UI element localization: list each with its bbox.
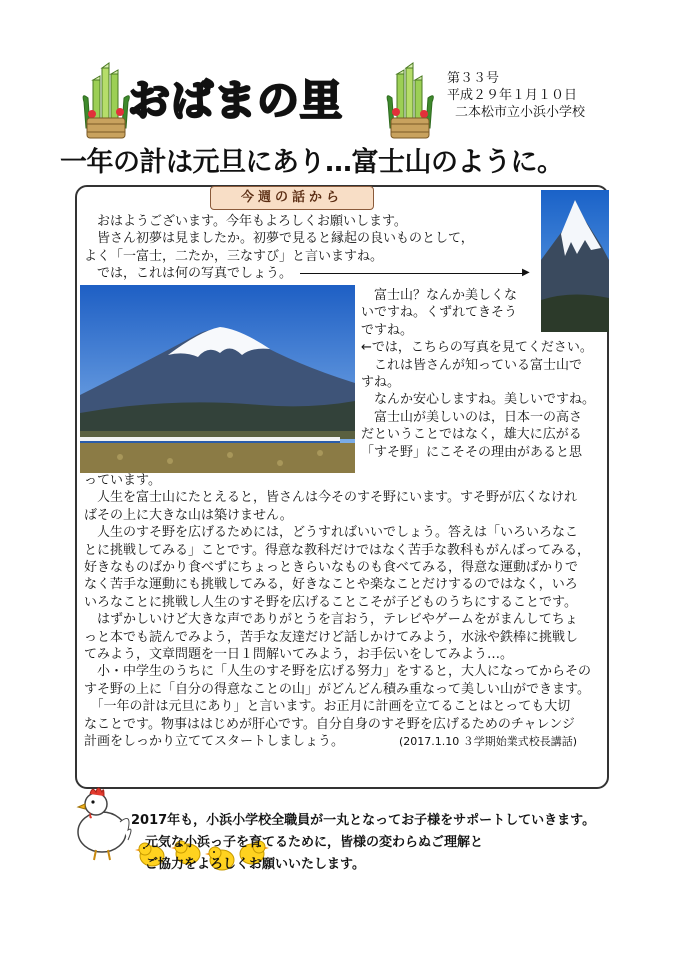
footer-message [131, 810, 595, 876]
arrow-line [300, 273, 525, 274]
kadomatsu-right-icon [382, 62, 438, 140]
text-line: はずかしいけど大きな声でありがとうを言おう，テレビやゲームをがまんしてちょ [84, 612, 578, 628]
rooster-icon [66, 782, 136, 862]
body-text [84, 472, 591, 751]
text-line: なんか安心しますね。美しいですね。 [361, 392, 596, 408]
kadomatsu-left-icon [78, 62, 134, 140]
text-line: とに挑戦してみる」ことです。得意な教科だけではなく苦手な教科もがんばってみる， [84, 542, 590, 558]
text-line: 富士山？なんか美しくな [361, 288, 518, 303]
slogan-headline: 一年の計は元旦にあり…富士山のように。 [60, 147, 564, 178]
right-column-text [361, 287, 595, 461]
text-line: 皆さん初夢は見ましたか。初夢で見ると縁起の良いものとして， [84, 231, 474, 247]
text-line: ←では，こちらの写真を見てください。 [361, 340, 593, 356]
footer-line: ご協力をよろしくお願いいたします。 [145, 857, 365, 872]
text-line: てみよう，文章問題を一日１問解いてみよう，お手伝いをしてみよう…。 [84, 647, 514, 663]
footer-line: 2017年も，小浜小学校全職員が一丸となってお子様をサポートしていきます。 [131, 813, 596, 828]
text-line: 好きなものばかり食べずにちょっときらいなものも食べてみる，得意な運動ばかりで [84, 560, 579, 576]
text-line: 「すそ野」にこそその理由があると思 [361, 444, 583, 460]
arrow-right-icon: ▶ [522, 267, 530, 278]
issue-number: 第３３号 [447, 71, 500, 86]
text-line: おはようございます。今年もよろしくお願いします。 [84, 214, 407, 229]
text-line: 人生のすそ野を広げるためには，どうすればいいでしょう。答えは「いろいろなこ [84, 525, 579, 541]
text-line: 人生を富士山にたとえると，皆さんは今そのすそ野にいます。すそ野が広くなけれ [84, 490, 577, 506]
text-line: では，これは何の写真でしょう。 [84, 266, 293, 282]
source-note: (2017.1.10 ３学期始業式校長講話) [399, 735, 578, 749]
section-title: 今週の話から [210, 186, 374, 210]
text-line: ばその上に大きな山は築けません。 [84, 507, 293, 523]
issue-info [447, 70, 585, 121]
text-line: なことです。物事ははじめが肝心です。自分自身のすそ野を広げるためのチャレンジ [84, 716, 575, 732]
footer-line: 元気な小浜っ子を育てるために，皆様の変わらぬご理解と [145, 835, 484, 850]
text-line: よく「一富士，二たか，三なすび」と言いますね。 [84, 248, 384, 264]
text-line: だということではなく，雄大に広がる [361, 427, 582, 443]
fuji-photo-large [80, 285, 355, 473]
issue-date: 平成２９年１月１０日 [447, 88, 578, 103]
text-line: これは皆さんが知っている富士山で [361, 357, 583, 373]
text-line: 「一年の計は元旦にあり」と言います。お正月に計画を立てることはとっても大切 [84, 699, 571, 715]
text-line: なく苦手な運動にも挑戦してみる，好きなことや楽なことだけするのではなく，いろ [84, 577, 578, 593]
newsletter-masthead: おばまの里 [128, 76, 344, 125]
text-line: 計画をしっかり立ててスタートしましょう。 (2017.1.10 ３学期始業式校長講話) [84, 734, 578, 750]
text-line: すそ野の上に「自分の得意なことの山」がどんどん積み重なって美しい山ができます。 [84, 681, 590, 697]
text-line: すね。 [361, 375, 401, 391]
school-name: 二本松市立小浜小学校 [455, 105, 586, 120]
text-line: いろなことに挑戦し人生のすそ野を広げることこそが子どものうちにすることです。 [84, 594, 577, 610]
text-line: ですね。 [361, 322, 414, 338]
text-line: っと本でも読んでみよう，苦手な友達だけど話しかけてみよう，水泳や鉄棒に挑戦し [84, 629, 579, 645]
text-line: 富士山が美しいのは，日本一の高さ [361, 409, 583, 425]
text-line: いですね。くずれてきそう [361, 305, 518, 321]
text-line: 小・中学生のうちに「人生のすそ野を広げる努力」をすると，大人になってからその [84, 664, 592, 680]
text-line: っています。 [84, 473, 161, 488]
